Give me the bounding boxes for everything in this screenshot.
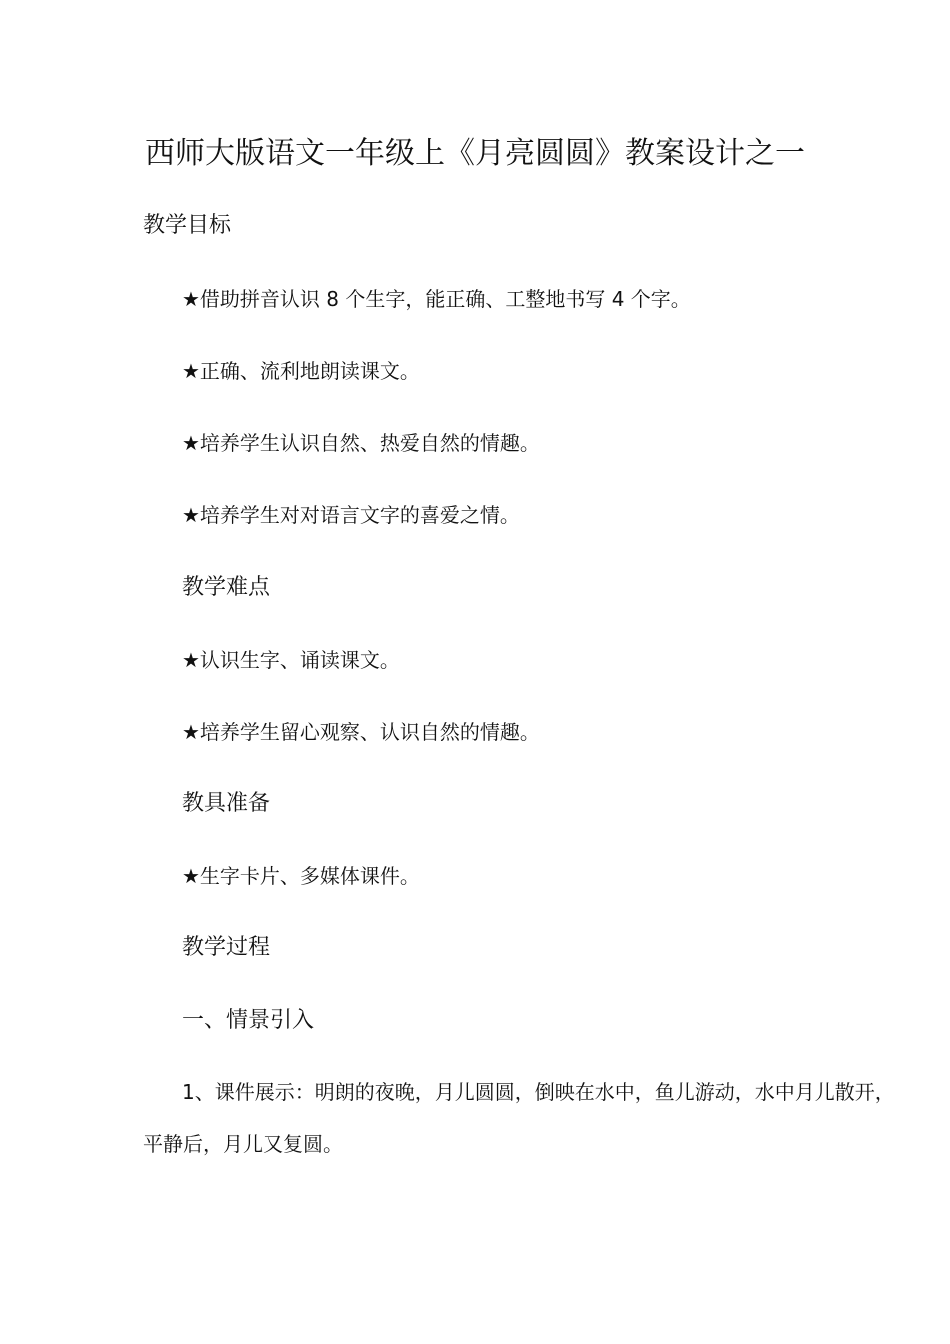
objective-item: ★正确、流利地朗读课文。 — [182, 359, 420, 383]
heading-objectives: 教学目标 — [143, 213, 232, 238]
heading-materials: 教具准备 — [182, 791, 271, 816]
objective-item: ★培养学生认识自然、热爱自然的情趣。 — [182, 431, 540, 455]
heading-difficulties: 教学难点 — [182, 575, 271, 600]
objective-item: ★培养学生对对语言文字的喜爱之情。 — [182, 503, 520, 527]
material-item: ★生字卡片、多媒体课件。 — [182, 864, 420, 888]
heading-process: 教学过程 — [182, 935, 271, 960]
difficulty-item: ★认识生字、诵读课文。 — [182, 648, 400, 672]
document-title: 西师大版语文一年级上《月亮圆圆》教案设计之一 — [145, 136, 805, 171]
paragraph-line: 平静后，月儿又复圆。 — [143, 1132, 343, 1156]
paragraph-line: 1、课件展示：明朗的夜晚，月儿圆圆，倒映在水中，鱼儿游动，水中月儿散开， — [182, 1080, 895, 1104]
subheading-intro: 一、情景引入 — [182, 1008, 315, 1033]
objective-item: ★借助拼音认识 8 个生字，能正确、工整地书写 4 个字。 — [182, 287, 691, 311]
difficulty-item: ★培养学生留心观察、认识自然的情趣。 — [182, 720, 540, 744]
